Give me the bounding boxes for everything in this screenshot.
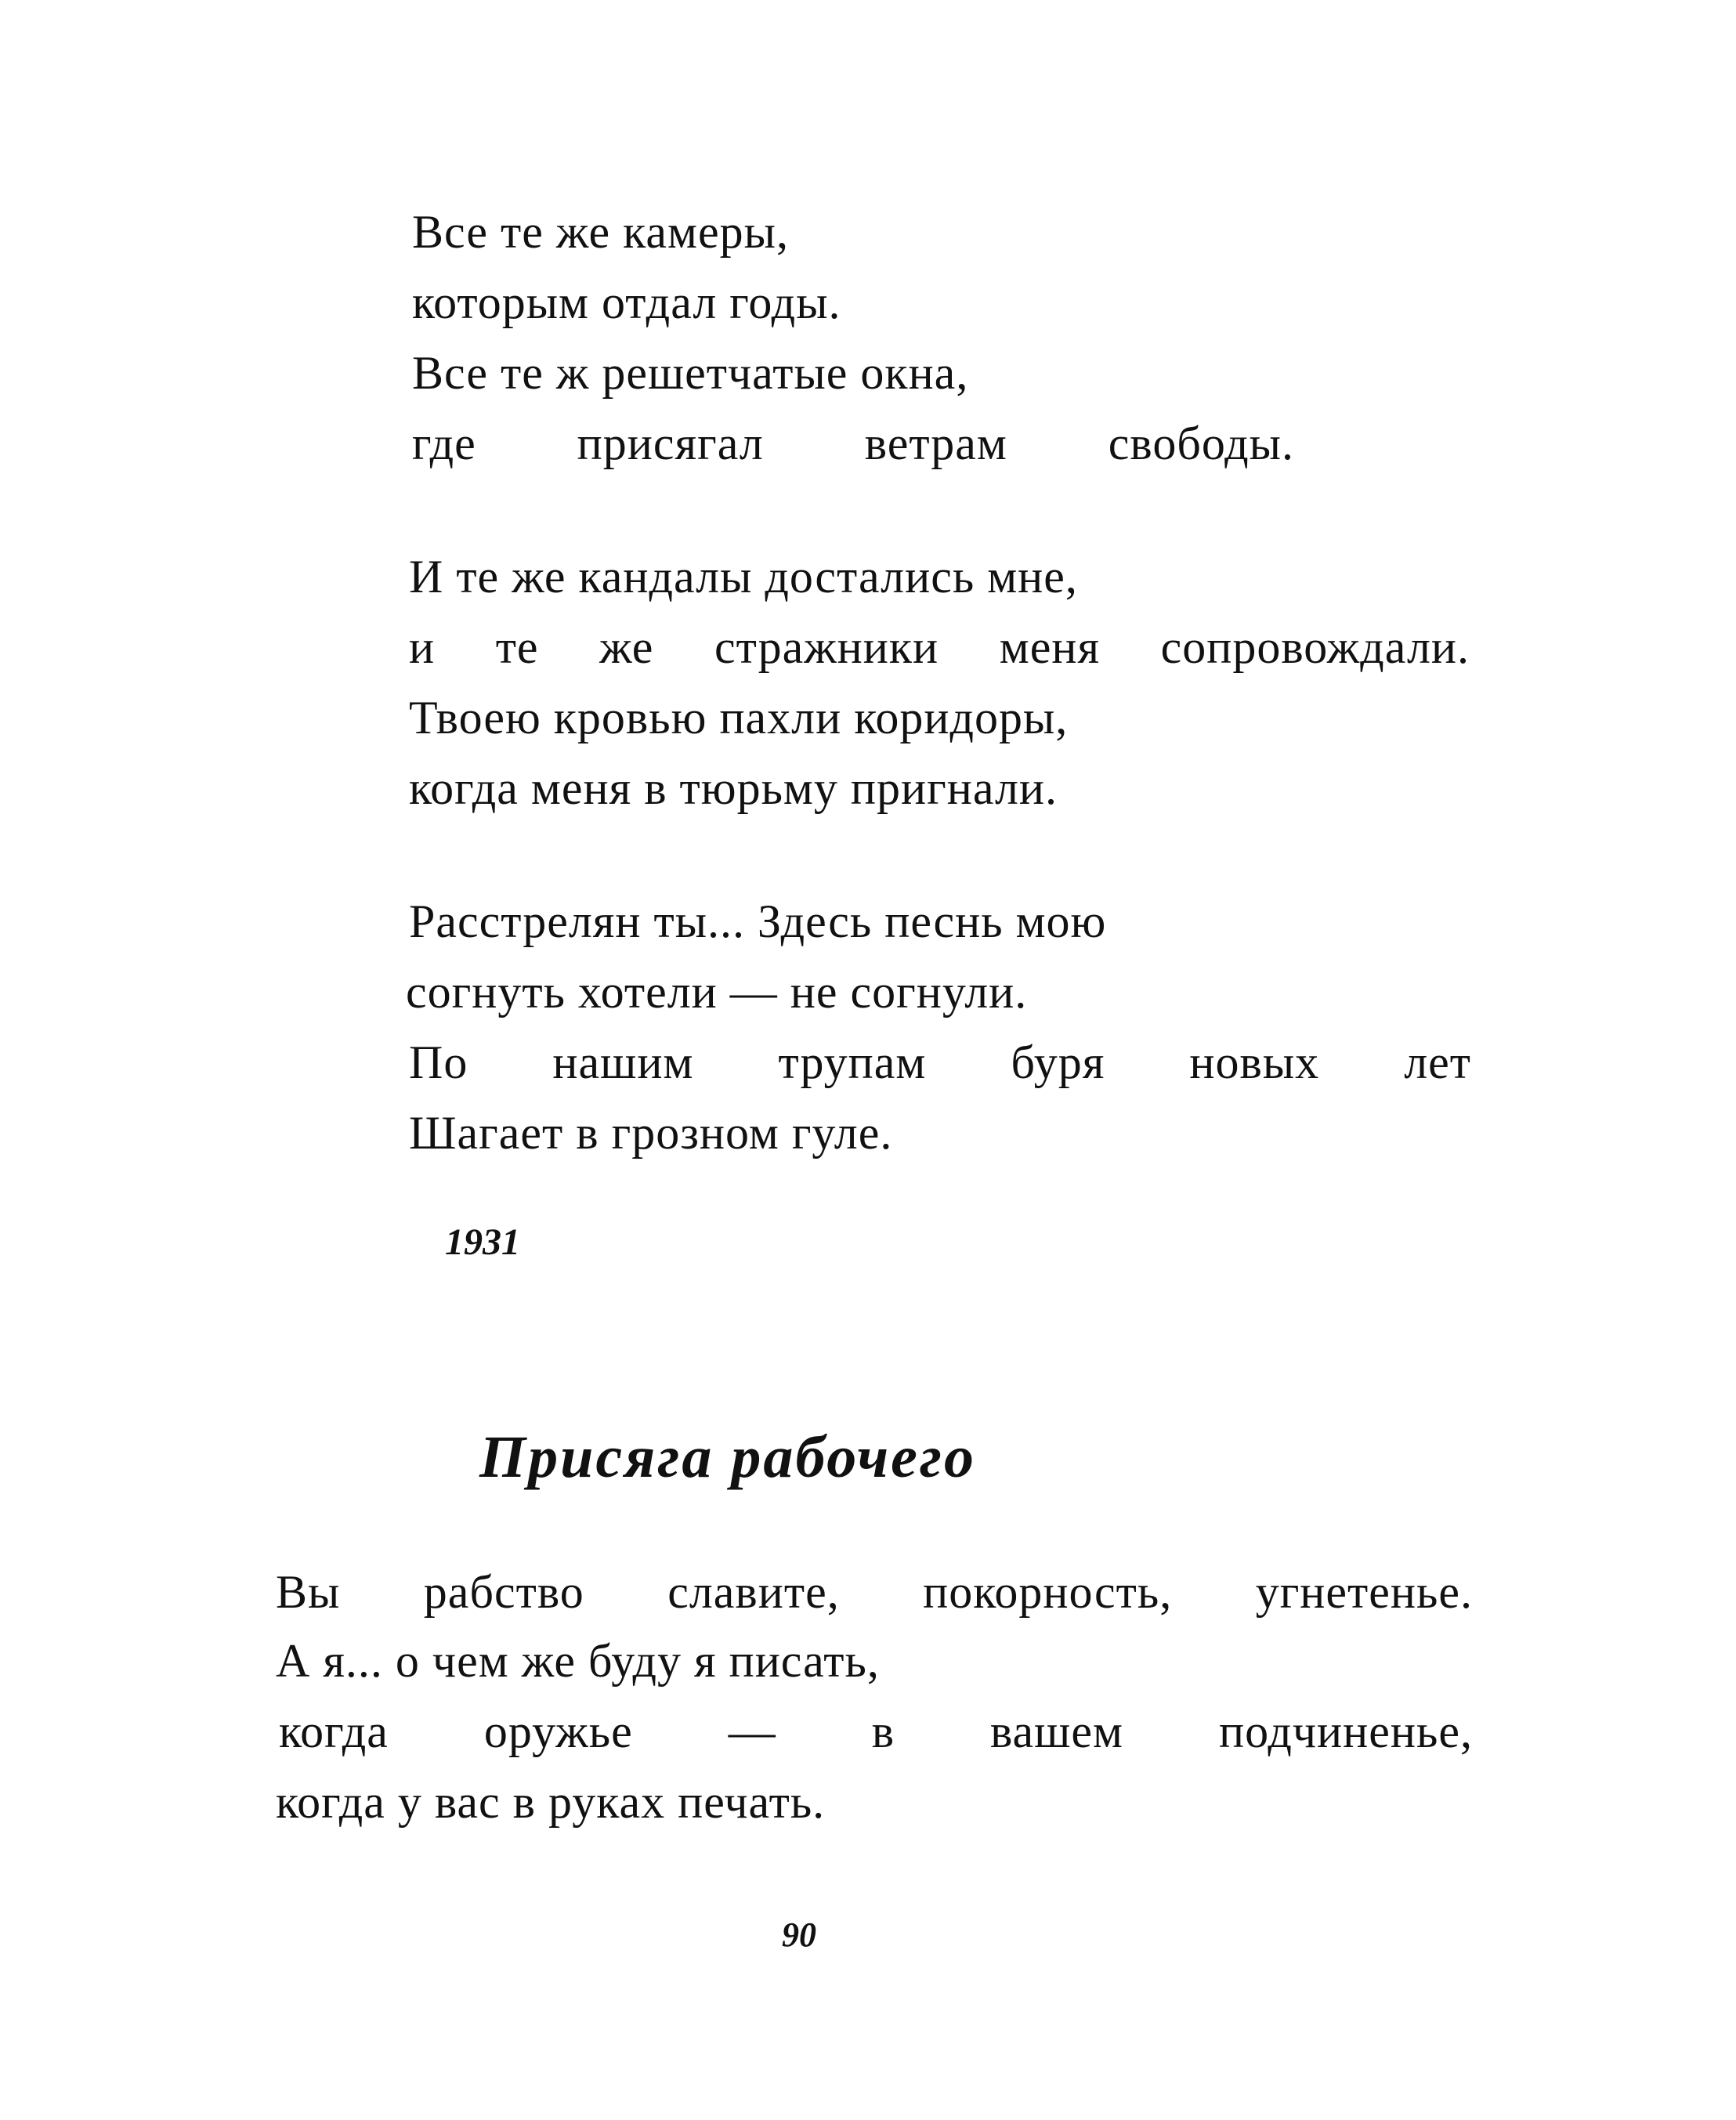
poem-line: Шагает в грозном гуле. <box>409 1107 893 1159</box>
poem-line: Все те ж решетчатые окна, <box>412 347 969 399</box>
poem-line: которым отдал годы. <box>412 277 841 328</box>
poem-line: По нашим трупам буря новых лет <box>409 1036 1471 1088</box>
poem-line: согнуть хотели — не согнули. <box>406 966 1028 1018</box>
poem-line: Все те же камеры, <box>412 206 789 258</box>
poem-line: когда у вас в руках печать. <box>276 1776 826 1828</box>
poem-line: когда оружье — в вашем подчиненье, <box>279 1706 1473 1757</box>
poem-date: 1931 <box>445 1221 520 1263</box>
poem-line: И те же кандалы достались мне, <box>409 551 1078 602</box>
poem-line: где присягал ветрам свободы. <box>412 418 1294 469</box>
poem-line: Расстрелян ты... Здесь песнь мою <box>409 895 1107 947</box>
poem-title: Присяга рабочего <box>479 1424 976 1490</box>
poem-line: когда меня в тюрьму пригнали. <box>409 762 1058 814</box>
poem-line: Твоею кровью пахли коридоры, <box>409 692 1069 743</box>
poem-line: Вы рабство славите, покорность, угнетенье. <box>276 1566 1473 1618</box>
poem-line: и те же стражники меня сопровождали. <box>409 621 1470 673</box>
poem-line: А я... о чем же буду я писать, <box>276 1635 880 1687</box>
page-number: 90 <box>782 1916 816 1954</box>
